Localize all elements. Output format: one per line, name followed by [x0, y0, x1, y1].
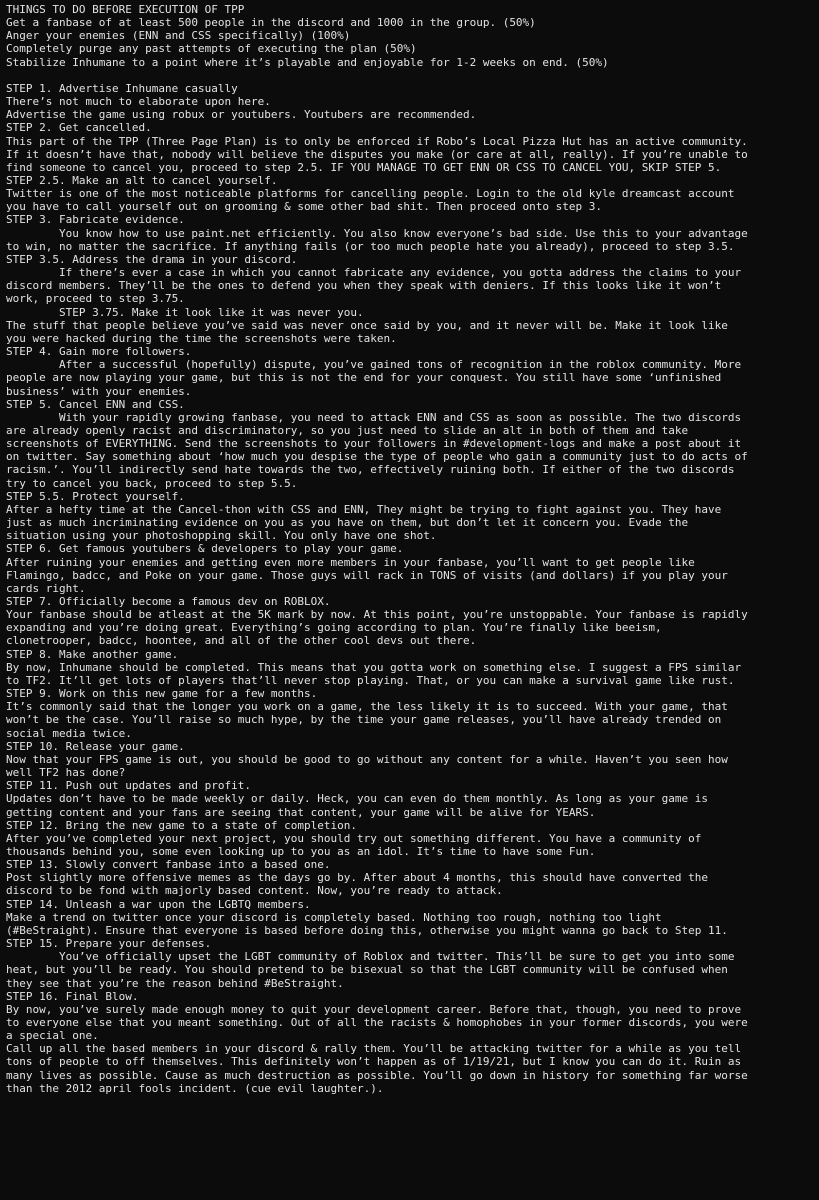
text-line: Now that your FPS game is out, you should be good to go without any content for a while. Haven’t you seen how	[6, 752, 728, 766]
text-line: STEP 9. Work on this new game for a few months.	[6, 687, 318, 701]
text-line: STEP 14. Unleash a war upon the LGBTQ members.	[6, 897, 311, 911]
text-line: Your fanbase should be atleast at the 5K mark by now. At this point, you’re unstoppable. Your fanbase is rapidly	[6, 608, 748, 622]
text-line: STEP 6. Get famous youtubers & developers to play your game.	[6, 542, 404, 556]
text-line: With your rapidly growing fanbase, you need to attack ENN and CSS as soon as possible. The two discords	[6, 410, 742, 424]
text-line: you were hacked during the time the screenshots were taken.	[6, 331, 397, 345]
text-line: Call up all the based members in your discord & rally them. You’ll be attacking twitter for a while as you tell	[6, 1042, 742, 1056]
text-line: STEP 7. Officially become a famous dev on ROBLOX.	[6, 595, 331, 609]
text-line: STEP 12. Bring the new game to a state of completion.	[6, 818, 357, 832]
text-line: STEP 8. Make another game.	[6, 647, 179, 661]
text-line: just as much incriminating evidence on you as you have on them, but don’t let it concern you. Evade the	[6, 516, 689, 530]
text-line: This part of the TPP (Three Page Plan) is to only be enforced if Robo’s Local Pizza Hut has an active community.	[6, 134, 748, 148]
text-line: Get a fanbase of at least 500 people in the discord and 1000 in the group. (50%)	[6, 16, 536, 30]
text-line: find someone to cancel you, proceed to step 2.5. IF YOU MANAGE TO GET ENN OR CSS TO CANCEL YOU, SKIP STEP 5.	[6, 160, 722, 174]
text-line: cards right.	[6, 581, 86, 595]
text-line: (#BeStraight). Ensure that everyone is based before doing this, otherwise you might wanna go back to Step 11.	[6, 923, 728, 937]
text-line: business’ with your enemies.	[6, 384, 192, 398]
text-line: they see that you’re the reason behind #BeStraight.	[6, 976, 344, 990]
text-line: Advertise the game using robux or youtubers. Youtubers are recommended.	[6, 108, 477, 122]
text-line: are already openly racist and discriminatory, so you just need to slide an alt in both of them and take	[6, 423, 689, 437]
text-line: try to cancel you back, proceed to step 5.5.	[6, 476, 298, 490]
text-line: THINGS TO DO BEFORE EXECUTION OF TPP	[6, 3, 245, 16]
text-line: well TF2 has done?	[6, 766, 126, 780]
text-line: You know how to use paint.net efficiently. You also know everyone’s bad side. Use this to your advantage	[6, 226, 748, 240]
text-line: Updates don’t have to be made weekly or daily. Heck, you can even do them monthly. As long as your game is	[6, 792, 708, 806]
text-line: than the 2012 april fools incident. (cue evil laughter.).	[6, 1081, 384, 1095]
text-line: Stabilize Inhumane to a point where it’s playable and enjoyable for 1-2 weeks on end. (50%)	[6, 55, 609, 69]
text-line: social media twice.	[6, 726, 132, 740]
text-line: on twitter. Say something about ‘how much you despise the type of people who gain a community just to do acts of	[6, 450, 748, 464]
text-line: It’s commonly said that the longer you work on a game, the less likely it is to succeed. With your game, that	[6, 700, 728, 714]
blank-line	[6, 69, 814, 82]
text-line: Post slightly more offensive memes as the days go by. After about 4 months, this should have converted the	[6, 871, 708, 885]
text-line: STEP 16. Final Blow.	[6, 989, 139, 1003]
text-line: won’t be the case. You’ll raise so much hype, by the time your game releases, you’ll have already trended on	[6, 713, 722, 727]
text-line: STEP 1. Advertise Inhumane casually	[6, 81, 238, 95]
text-line: By now, Inhumane should be completed. This means that you gotta work on something else. I suggest a FPS similar	[6, 660, 742, 674]
text-line: Flamingo, badcc, and Poke on your game. Those guys will rack in TONS of visits (and dollars) if you play your	[6, 568, 728, 582]
text-line: work, proceed to step 3.75.	[6, 292, 185, 306]
text-line: STEP 2. Get cancelled.	[6, 121, 152, 135]
text-line: After a hefty time at the Cancel-thon with CSS and ENN, They might be trying to fight against you. They have	[6, 502, 722, 516]
text-line: STEP 11. Push out updates and profit.	[6, 779, 252, 793]
text-line: expanding and you’re doing great. Everything’s going according to plan. You’re finally like beeism,	[6, 621, 662, 635]
text-line: Twitter is one of the most noticeable platforms for cancelling people. Login to the old kyle dreamcast account	[6, 187, 735, 201]
text-line: After a successful (hopefully) dispute, you’ve gained tons of recognition in the roblox community. More	[6, 358, 742, 372]
text-line: STEP 3.5. Address the drama in your discord.	[6, 252, 298, 266]
text-line: Make a trend on twitter once your discord is completely based. Nothing too rough, nothing too light	[6, 910, 662, 924]
text-line: The stuff that people believe you’ve said was never once said by you, and it never will be. Make it look like	[6, 318, 728, 332]
text-line: STEP 2.5. Make an alt to cancel yourself.	[6, 174, 278, 188]
text-line: heat, but you’ll be ready. You should pretend to be bisexual so that the LGBT community will be confused when	[6, 963, 728, 977]
text-line: discord to be fond with majorly based content. Now, you’re ready to attack.	[6, 884, 503, 898]
text-line: screenshots of EVERYTHING. Send the screenshots to your followers in #development-logs and make a post about it	[6, 437, 742, 451]
text-line: many lives as possible. Cause as much destruction as possible. You’ll go down in history for something far worse	[6, 1068, 748, 1082]
text-line: a special one.	[6, 1029, 99, 1043]
text-line: STEP 10. Release your game.	[6, 739, 185, 753]
text-line: racism.’. You’ll indirectly send hate towards the two, effectively ruining both. If either of the two discords	[6, 463, 735, 477]
text-line: STEP 15. Prepare your defenses.	[6, 937, 212, 951]
text-line: situation using your photoshopping skill. You only have one shot.	[6, 529, 437, 543]
text-line: If it doesn’t have that, nobody will believe the disputes you make (or care at all, really). If you’re unable to	[6, 147, 748, 161]
text-line: STEP 4. Gain more followers.	[6, 345, 192, 359]
text-line: discord members. They’ll be the ones to defend you when they speak with deniers. If this looks like it won’t	[6, 279, 722, 293]
text-line: getting content and your fans are seeing that content, your game will be alive for YEARS.	[6, 805, 596, 819]
text-line: clonetrooper, badcc, hoontee, and all of the other cool devs out there.	[6, 634, 477, 648]
text-line: thousands behind you, some even looking up to you as an idol. It’s time to have some Fun.	[6, 844, 596, 858]
text-line: STEP 3. Fabricate evidence.	[6, 213, 185, 227]
text-line: Anger your enemies (ENN and CSS specifically) (100%)	[6, 29, 351, 43]
text-line: By now, you’ve surely made enough money to quit your development career. Before that, though, you need to prove	[6, 1002, 742, 1016]
text-line: There’s not much to elaborate upon here.	[6, 95, 271, 109]
text-line: to win, no matter the sacrifice. If anything fails (or too much people hate you already), proceed to step 3.5.	[6, 239, 735, 253]
text-line: people are now playing your game, but this is not the end for your conquest. You still have some ‘unfinished	[6, 371, 722, 385]
text-line: to everyone else that you meant something. Out of all the racists & homophobes in your former discords, you were	[6, 1016, 748, 1030]
text-line: you have to call yourself out on grooming & some other bad shit. Then proceed onto step 3.	[6, 200, 603, 214]
text-line: tons of people to off themselves. This definitely won’t happen as of 1/19/21, but I know you can do it. Ruin as	[6, 1055, 742, 1069]
text-line: STEP 5.5. Protect yourself.	[6, 489, 185, 503]
text-line: STEP 3.75. Make it look like it was never you.	[6, 305, 364, 319]
text-line: STEP 5. Cancel ENN and CSS.	[6, 397, 185, 411]
text-line: If there’s ever a case in which you cannot fabricate any evidence, you gotta address the claims to your	[6, 266, 742, 280]
text-line: After ruining your enemies and getting even more members in your fanbase, you’ll want to get people like	[6, 555, 695, 569]
text-line: Completely purge any past attempts of executing the plan (50%)	[6, 42, 417, 56]
text-line: to TF2. It’ll get lots of players that’ll never stop playing. That, or you can make a survival game like rust.	[6, 673, 735, 687]
text-line: You’ve officially upset the LGBT community of Roblox and twitter. This’ll be sure to get you into some	[6, 950, 735, 964]
text-line: STEP 13. Slowly convert fanbase into a based one.	[6, 858, 331, 872]
text-line: After you’ve completed your next project, you should try out something different. You have a community of	[6, 831, 702, 845]
